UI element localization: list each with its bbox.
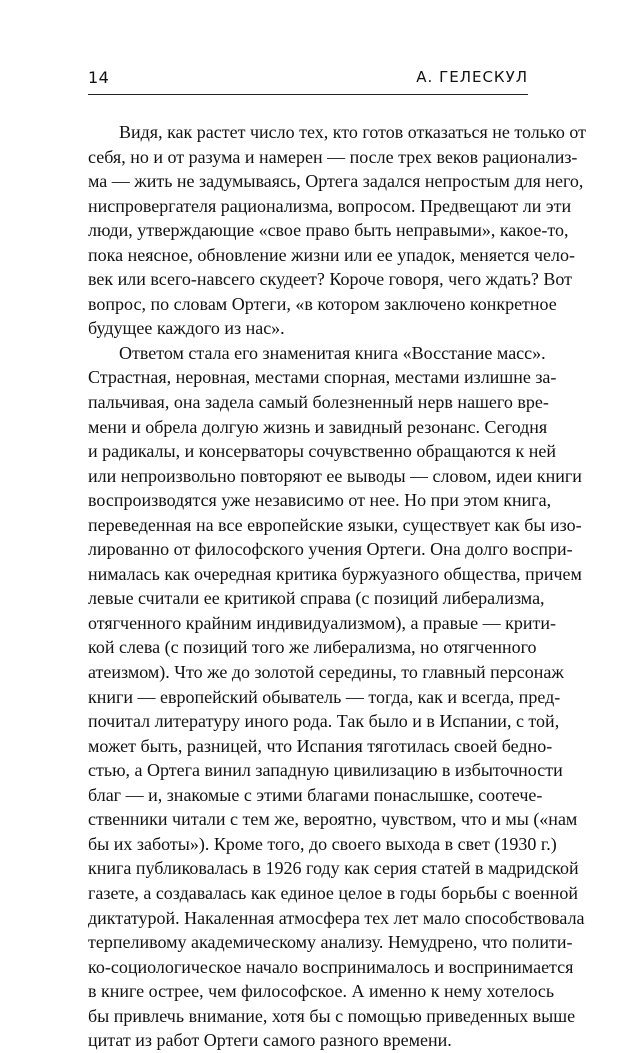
text-line: может быть, разницей, что Испания тяготилась своей бедно-: [88, 735, 553, 756]
body-text: [88, 120, 586, 1053]
text-line: почитал литературу иного рода. Так было и в Испании, с той,: [88, 711, 560, 732]
text-line: ственники читали с тем же, вероятно, чувством, что и мы («нам: [88, 809, 578, 830]
text-line: будущее каждого из нас».: [88, 318, 285, 339]
text-line: лированно от философского учения Ортеги. Она долго воспри-: [88, 539, 573, 560]
text-line: ниспровергателя рационализма, вопросом. Предвещают ли эти: [88, 195, 572, 216]
text-line: век или всего-навсего скудеет? Короче говоря, чего ждать? Вот: [88, 269, 572, 290]
text-line: атеизмом). Что же до золотой середины, то главный персонаж: [88, 662, 564, 683]
text-line: бы их заботы»). Кроме того, до своего выхода в свет (1930 г.): [88, 833, 557, 854]
text-line: себя, но и от разума и намерен — после трех веков рационализ-: [88, 146, 578, 167]
text-line: пальчивая, она задела самый болезненный нерв нашего вре-: [88, 392, 549, 413]
text-line: мени и обрела долгую жизнь и завидный резонанс. Сегодня: [88, 416, 548, 437]
text-line: воспроизводятся уже независимо от нее. Но при этом книга,: [88, 490, 552, 511]
text-line: Видя, как растет число тех, кто готов отказаться не только от: [119, 122, 586, 142]
text-line: ко-социологическое начало воспринималось и воспринимается: [88, 956, 574, 977]
text-line: газете, а создавалась как единое целое в годы борьбы с военной: [88, 882, 578, 903]
running-head-author: А. ГЕЛЕСКУЛ: [416, 68, 528, 86]
text-line: кой слева (с позиций того же либерализма, но отягченного: [88, 637, 537, 658]
text-line: и радикалы, и консерваторы сочувственно обращаются к ней: [88, 441, 556, 462]
text-line: бы привлечь внимание, хотя бы с помощью приведенных выше: [88, 1005, 576, 1026]
text-line: цитат из работ Ортеги самого разного времени.: [88, 1030, 452, 1051]
paragraph: [88, 120, 586, 341]
text-line: книга публиковалась в 1926 году как серия статей в мадридской: [88, 858, 579, 879]
text-line: стью, а Ортега винил западную цивилизацию в избыточности: [88, 760, 563, 781]
text-line: люди, утверждающие «свое право быть неправыми», какое-то,: [88, 220, 569, 241]
text-line: благ — и, знакомые с этими благами понаслышке, соотече-: [88, 784, 543, 805]
text-line: терпеливому академическому анализу. Немудрено, что полити-: [88, 932, 573, 953]
page-number: 14: [88, 68, 110, 87]
text-line: Страстная, неровная, местами спорная, местами излишне за-: [88, 367, 557, 388]
text-line: или непроизвольно повторяют ее выводы — словом, идеи книги: [88, 465, 582, 486]
text-line: ма — жить не задумываясь, Ортега задался непростым для него,: [88, 171, 584, 192]
text-line: диктатурой. Накаленная атмосфера тех лет мало способствовала: [88, 907, 585, 928]
text-line: переведенная на все европейские языки, существует как бы изо-: [88, 514, 582, 535]
text-line: книги — европейский обыватель — тогда, как и всегда, пред-: [88, 686, 561, 707]
text-line: нималась как очередная критика буржуазного общества, причем: [88, 563, 582, 584]
header-rule: [88, 94, 528, 95]
running-header: [88, 64, 528, 92]
text-line: Ответом стала его знаменитая книга «Восстание масс».: [119, 342, 546, 363]
text-line: в книге острее, чем философское. А именно к нему хотелось: [88, 981, 555, 1002]
text-line: вопрос, по словам Ортеги, «в котором заключено конкретное: [88, 293, 557, 314]
text-line: пока неясное, обновление жизни или ее упадок, меняется чело-: [88, 244, 575, 265]
paragraph: [88, 341, 585, 1053]
text-line: отягченного крайним индивидуализмом), а правые — крити-: [88, 612, 557, 633]
text-line: левые считали ее критикой справа (с позиций либерализма,: [88, 588, 545, 609]
